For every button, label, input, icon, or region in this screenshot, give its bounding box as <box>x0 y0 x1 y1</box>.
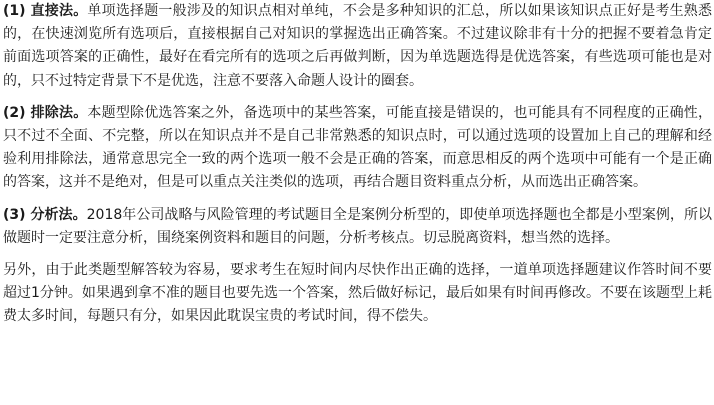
paragraph-body: 单项选择题一般涉及的知识点相对单纯，不会是多种知识的汇总，所以如果该知识点正好是考生熟悉的，在快速浏览所有选项后，直接根据自己对知识的掌握选出正确答案。不过建议除非有十分的把握不要着急肯定前面选项答案的正确性，最好在看完所有的选项之后再做判断，因为单选题选得是优选答案，有些选项可能也是对的，只不过特定背景下不是优选，注意不要落入命题人设计的圈套。 <box>3 3 712 89</box>
paragraph-elimination-method <box>3 102 712 195</box>
paragraph-additional-notes <box>3 259 712 329</box>
paragraph-direct-method <box>3 0 712 93</box>
paragraph-analysis-method <box>3 204 712 250</box>
paragraph-body: 2018年公司战略与风险管理的考试题目全是案例分析型的，即使单项选择题也全都是小型案例，所以做题时一定要注意分析，围绕案例资料和题目的问题，分析考核点。切忌脱离资料，想当然的选择。 <box>3 206 712 246</box>
paragraph-spacer <box>3 195 712 204</box>
paragraph-spacer <box>3 250 712 259</box>
paragraph-body: 本题型除优选答案之外，备选项中的某些答案，可能直接是错误的，也可能具有不同程度的正确性，只不过不全面、不完整，所以在知识点并不是自己非常熟悉的知识点时，可以通过选项的设置加上自己的理解和经验利用排除法，通常意思完全一致的两个选项一般不会是正确的答案，而意思相反的两个选项中可能有一个是正确的答案，这并不是绝对，但是可以重点关注类似的选项，再结合题目资料重点分析，从而选出正确答案。 <box>3 104 712 191</box>
paragraph-body: 另外，由于此类题型解答较为容易，要求考生在短时间内尽快作出正确的选择，一道单项选择题建议作答时间不要超过1分钟。如果遇到拿不准的题目也要先选一个答案，然后做好标记，最后如果有时间再修改。不要在该题型上耗费太多时间，每题只有分，如果因此耽误宝贵的考试时间，得不偿失。 <box>3 262 712 325</box>
paragraph-heading: (3) 分析法。 <box>3 206 87 223</box>
paragraph-heading: (2) 排除法。 <box>3 104 88 121</box>
paragraph-heading: (1) 直接法。 <box>3 3 88 19</box>
paragraph-spacer <box>3 93 712 102</box>
